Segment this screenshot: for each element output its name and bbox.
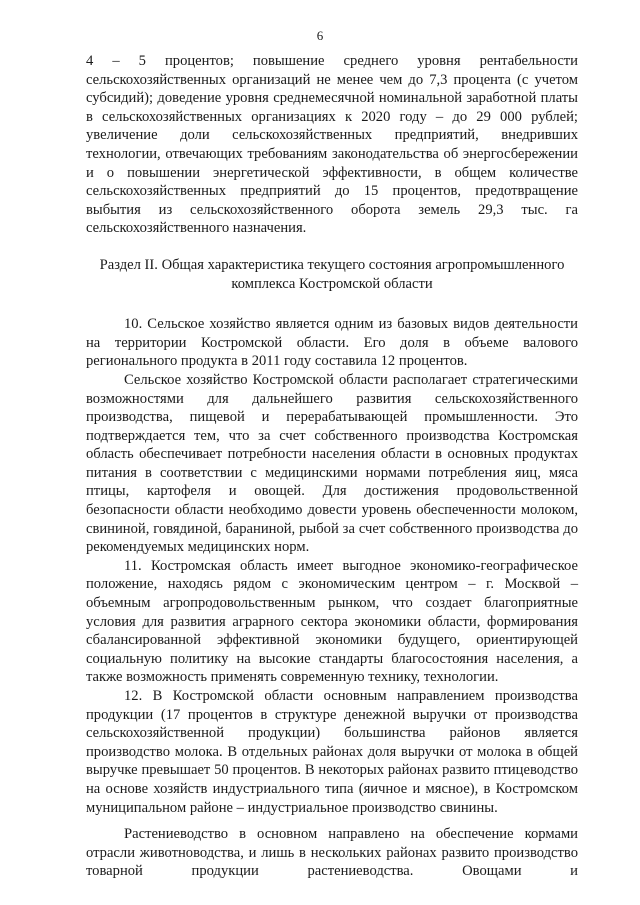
paragraph-11: 11. Костромская область имеет выгодное экономико-географическое положение, находясь рядом с экономическим центром – г. Москвой – объемным агропродовольственным рынком, что создает благоприятные условия для развития аграрного сектора экономики области, формирования сбалансированной эффективной экономики будущего, ориентирующей социальную политику на высокие стандарты благосостояния населения, а также возможность применять современную технику, технологии. [86,557,578,686]
section-heading: Раздел II. Общая характеристика текущего состояния агропромышленного комплекса Костромской области [99,256,565,292]
paragraph-gap [86,817,578,825]
page-number: 6 [316,28,324,43]
intro-paragraph: 4 – 5 процентов; повышение среднего уровня рентабельности сельскохозяйственных организаций не менее чем до 7,3 процента (с учетом субсидий); доведение уровня среднемесячной номинальной заработной платы в сельскохозяйственных организациях к 2020 году – до 29 000 рублей; увеличение доли сельскохозяйственных предприятий, внедривших технологии, отвечающих требованиям законодательства об энергосбережении и о повышении энергетической эффективности, в общем количестве сельскохозяйственных предприятий до 15 процентов, предотвращение выбытия из сельскохозяйственного оборота земель 29,3 тыс. га сельскохозяйственного назначения. [86,53,578,237]
paragraph-10: 10. Сельское хозяйство является одним из базовых видов деятельности на территории Костромской области. Его доля в объеме валового регионального продукта в 2011 году составила 12 процентов. [86,316,578,370]
document-body [86,52,578,881]
paragraph-crop-production: Растениеводство в основном направлено на обеспечение кормами отрасли животноводства, и лишь в нескольких районах развито производство товарной продукции растениеводства. Овощами и [86,826,578,880]
paragraph-agriculture-capabilities: Сельское хозяйство Костромской области располагает стратегическими возможностями для дальнейшего развития сельскохозяйственного производства, пищевой и перерабатывающей промышленности. Это подтверждается тем, что за счет собственного производства Костромская область обеспечивает потребности населения области в основных продуктах питания в соответствии с медицинскими нормами потребления яиц, мяса птицы, картофеля и овощей. Для достижения продовольственной безопасности области необходимо довести уровень обеспеченности молоком, свининой, говядиной, бараниной, рыбой за счет собственного производства до рекомендуемых медицинских норм. [86,371,578,556]
paragraph-12: 12. В Костромской области основным направлением производства продукции (17 процентов в структуре денежной выручки от производства сельскохозяйственной продукции) большинства районов является производство молока. В отдельных районах доля выручки от молока в общей выручке превышает 50 процентов. В некоторых районах развито птицеводство на основе хозяйств индустриального типа (яичное и мясное), в Костромском муниципальном районе – индустриальное производство свинины. [86,688,578,816]
